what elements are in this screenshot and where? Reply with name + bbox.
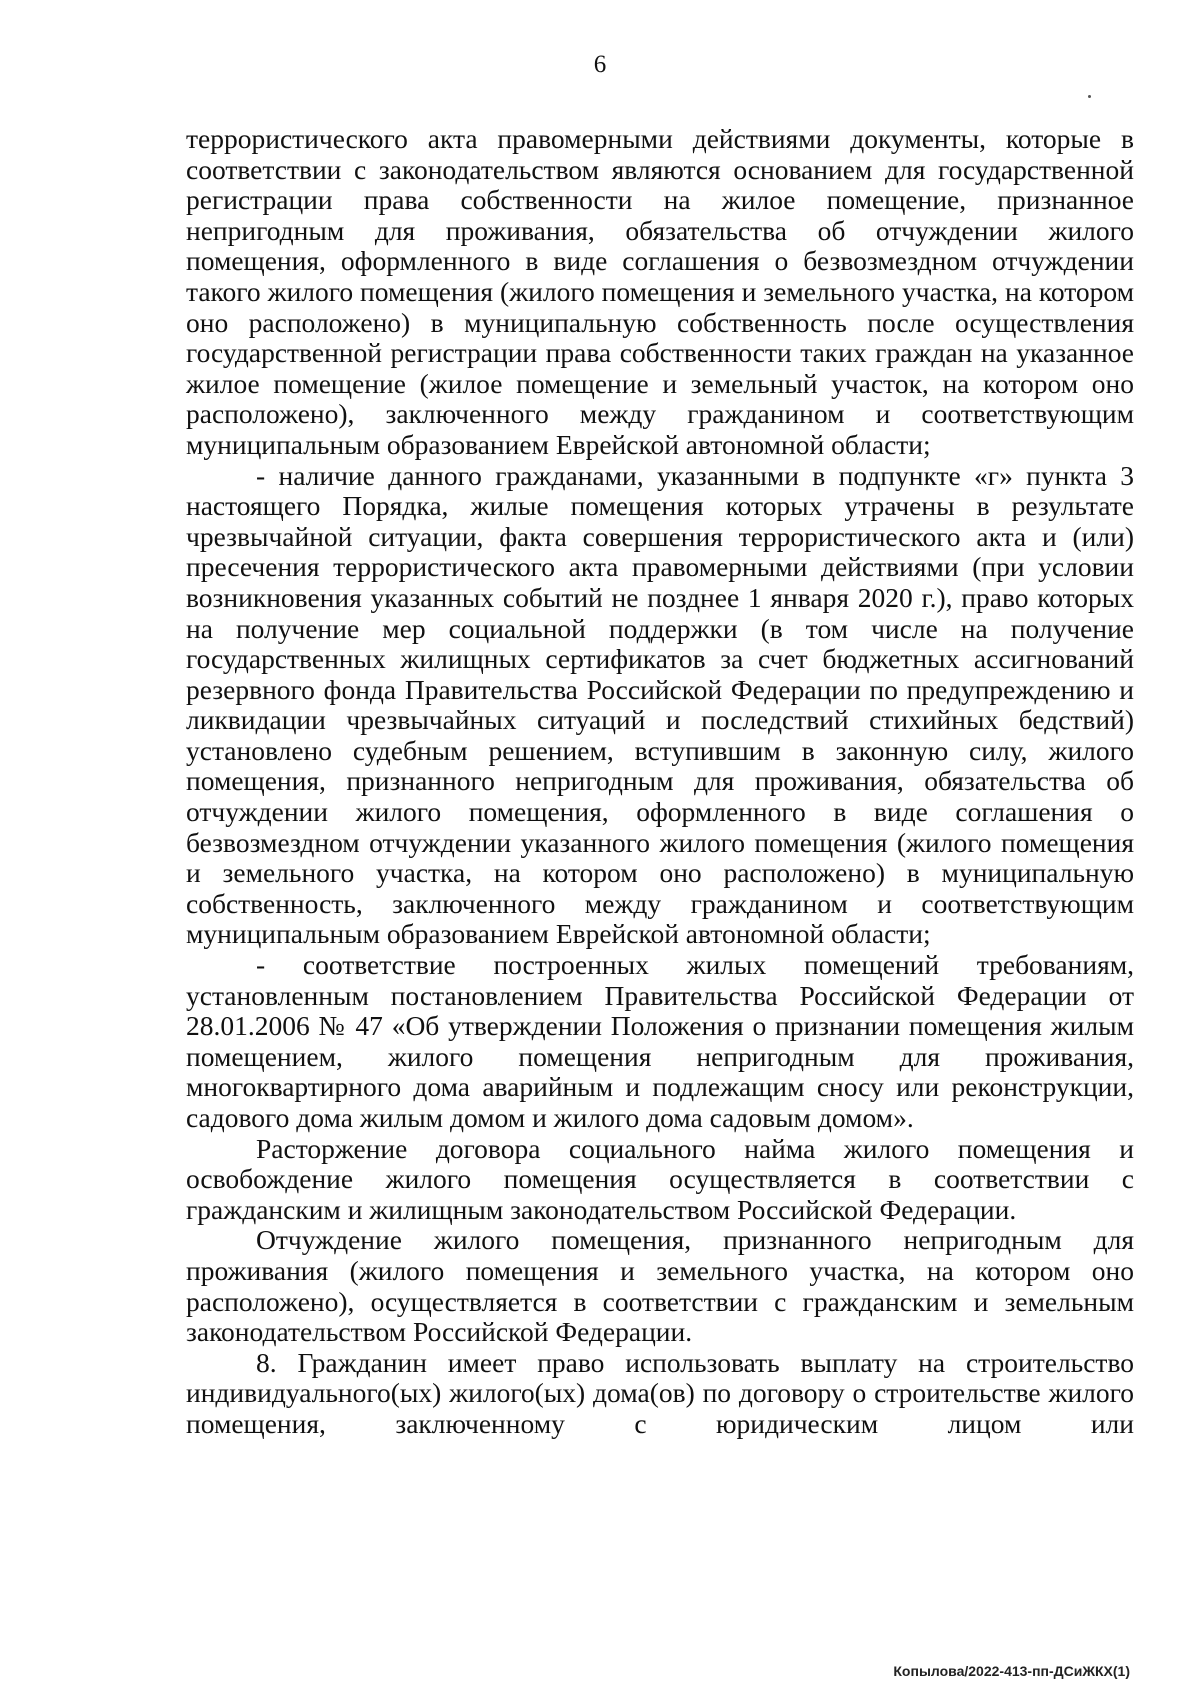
paragraph-continued-documents: террористического акта правомерными действиями документы, которые в соответствии с законодательством являются основанием для государственной регистрации права собственности на жилое помещение, признанное непригодным для проживания, обязательства об отчуждении жилого помещения, оформленного в виде соглашения о безвозмездном отчуждении такого жилого помещения (жилого помещения и земельного участка, на котором оно расположено) в муниципальную собственность после осуществления государственной регистрации права собственности таких граждан на указанное жилое помещение (жилое помещение и земельный участок, на котором оно расположено), заключенного между гражданином и соответствующим муниципальным образованием Еврейской автономной области; bbox=[186, 123, 1134, 460]
scan-speck bbox=[1088, 95, 1091, 98]
paragraph-lease-termination: Расторжение договора социального найма жилого помещения и освобождение жилого помещения осуществляется в соответствии с гражданским и жилищным законодательством Российской Федерации. bbox=[186, 1132, 1134, 1225]
paragraph-item-8: 8. Гражданин имеет право использовать выплату на строительство индивидуального(ых) жилого(ых) дома(ов) по договору о строительстве жилого помещения, заключенному с юридическим лицом или bbox=[186, 1346, 1134, 1439]
paragraph-alienation: Отчуждение жилого помещения, признанного непригодным для проживания (жилого помещения и земельного участка, на котором оно расположено), осуществляется в соответствии с гражданским и земельным законодательством Российской Федерации. bbox=[186, 1224, 1134, 1348]
document-footer-code: Копылова/2022-413-пп-ДСиЖКХ(1) bbox=[893, 1663, 1130, 1679]
paragraph-emergency-housing: - наличие данного гражданами, указанными в подпункте «г» пункта 3 настоящего Порядка, жилые помещения которых утрачены в результате чрезвычайной ситуации, факта совершения террористического акта и (или) пресечения террористического акта правомерными действиями (при условии возникновения указанных событий не позднее 1 января 2020 г.), право которых на получение мер социальной поддержки (в том числе на получение государственных жилищных сертификатов за счет бюджетных ассигнований резервного фонда Правительства Российской Федерации по предупреждению и ликвидации чрезвычайных ситуаций и последствий стихийных бедствий) установлено судебным решением, вступившим в законную силу, жилого помещения, признанного непригодным для проживания, обязательства об отчуждении жилого помещения, оформленного в виде соглашения о безвозмездном отчуждении указанного жилого помещения (жилого помещения и земельного участка, на котором оно расположено) в муниципальную собственность, заключенного между гражданином и соответствующим муниципальным образованием Еврейской автономной области; bbox=[186, 459, 1134, 950]
document-body bbox=[186, 124, 1134, 1440]
paragraph-housing-requirements: - соответствие построенных жилых помещений требованиям, установленным постановлением Правительства Российской Федерации от 28.01.2006 № 47 «Об утверждении Положения о признании помещения жилым помещением, жилого помещения непригодным для проживания, многоквартирного дома аварийным и подлежащим сносу или реконструкции, садового дома жилым домом и жилого дома садовым домом». bbox=[186, 949, 1134, 1133]
page-number: 6 bbox=[593, 51, 607, 78]
